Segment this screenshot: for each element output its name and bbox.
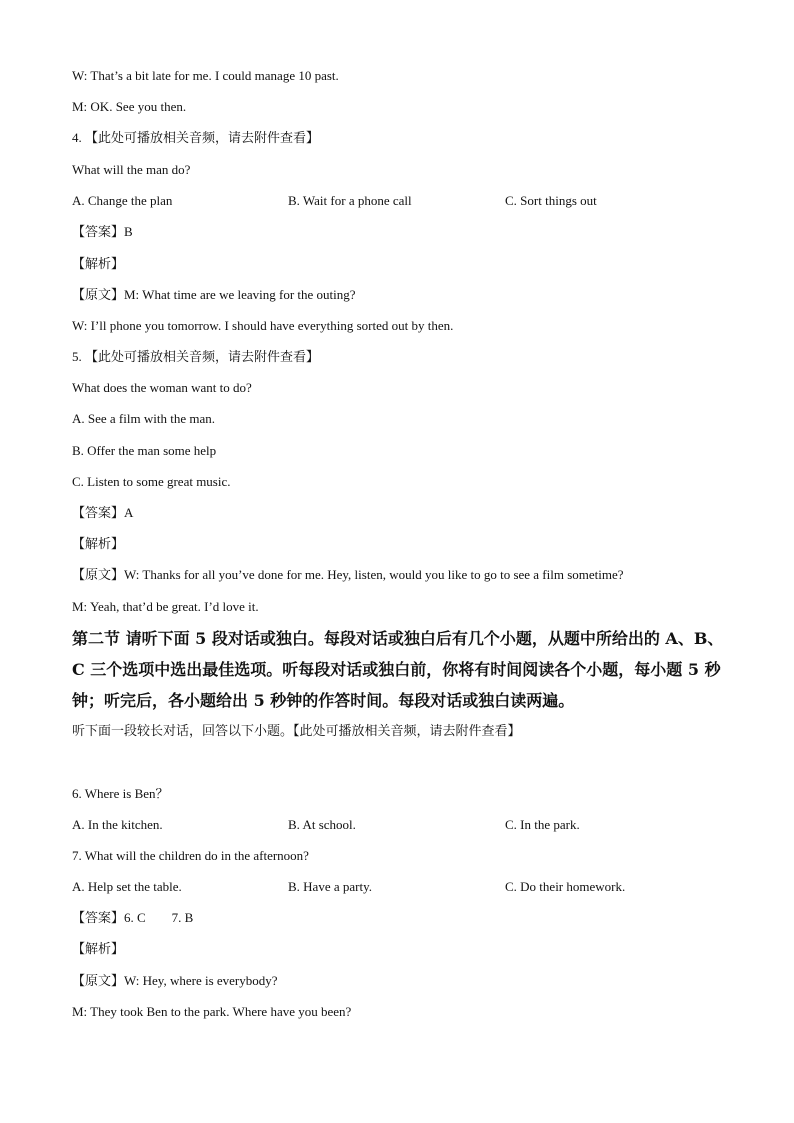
q6-7-transcript-line: M: They took Ben to the park. Where have you been? (72, 1004, 352, 1019)
q4-option-a: A. Change the plan (72, 193, 173, 208)
q6-option-a: A. In the kitchen. (72, 817, 163, 832)
question-5-stem: What does the woman want to do? (72, 380, 252, 395)
q7-option-c: C. Do their homework. (505, 879, 626, 894)
q4-transcript-line: 【原文】M: What time are we leaving for the outing? (72, 287, 356, 302)
listening-instruction: 听下面一段较长对话，回答以下小题。【此处可播放相关音频，请去附件查看】 (72, 723, 521, 738)
dialogue-line: M: OK. See you then. (72, 99, 187, 114)
q4-answer: 【答案】B (72, 224, 133, 239)
question-4-header: 4. 【此处可播放相关音频，请去附件查看】 (72, 130, 320, 145)
q6-option-c: C. In the park. (505, 817, 580, 832)
section-heading-line: 钟；听完后，各小题给出 5 秒钟的作答时间。每段对话或独白读两遍。 (72, 691, 575, 710)
q4-transcript-line: W: I’ll phone you tomorrow. I should have everything sorted out by then. (72, 318, 454, 333)
section-heading-line: C 三个选项中选出最佳选项。听每段对话或独白前，你将有时间阅读各个小题，每小题 5 秒 (72, 660, 721, 679)
q4-analysis-label: 【解析】 (72, 256, 125, 271)
question-6-stem: 6. Where is Ben？ (72, 786, 169, 801)
question-5-header: 5. 【此处可播放相关音频，请去附件查看】 (72, 349, 320, 364)
dialogue-line: W: That’s a bit late for me. I could manage 10 past. (72, 68, 339, 83)
question-4-stem: What will the man do? (72, 162, 191, 177)
q6-7-analysis-label: 【解析】 (72, 941, 125, 956)
q5-option-b: B. Offer the man some help (72, 443, 217, 458)
q5-option-c: C. Listen to some great music. (72, 474, 231, 489)
q5-transcript-line: 【原文】W: Thanks for all you’ve done for me. Hey, listen, would you like to go to see a film sometime? (72, 567, 624, 582)
q5-analysis-label: 【解析】 (72, 536, 125, 551)
q4-option-b: B. Wait for a phone call (288, 193, 412, 208)
q4-option-c: C. Sort things out (505, 193, 597, 208)
section-heading-line: 第二节 请听下面 5 段对话或独白。每段对话或独白后有几个小题，从题中所给出的 A、B、 (72, 629, 724, 648)
q7-option-b: B. Have a party. (288, 879, 372, 894)
q5-answer: 【答案】A (72, 505, 134, 520)
q6-7-answer: 【答案】6. C 7. B (72, 910, 194, 925)
question-7-stem: 7. What will the children do in the afternoon? (72, 848, 309, 863)
q5-option-a: A. See a film with the man. (72, 411, 215, 426)
q5-transcript-line: M: Yeah, that’d be great. I’d love it. (72, 599, 259, 614)
q7-option-a: A. Help set the table. (72, 879, 182, 894)
q6-7-transcript-line: 【原文】W: Hey, where is everybody? (72, 973, 278, 988)
q6-option-b: B. At school. (288, 817, 356, 832)
